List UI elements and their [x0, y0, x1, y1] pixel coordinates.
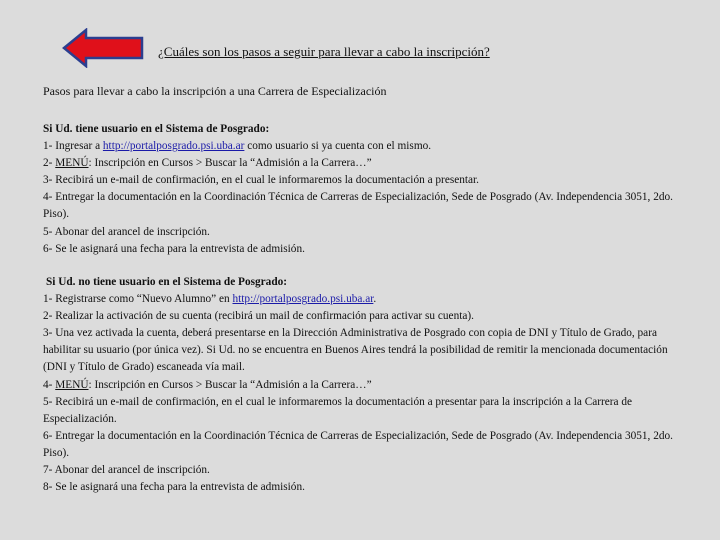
- list-item: 6- Entregar la documentación en la Coordinación Técnica de Carreras de Especialización, Sede de Posgrado (Av. Independencia 3051, 2do. Piso).: [43, 429, 673, 459]
- menu-label: MENÚ: [55, 378, 89, 391]
- portal-link[interactable]: http://portalposgrado.psi.uba.ar: [102, 140, 245, 153]
- list-item: 2- Realizar la activación de su cuenta (recibirá un mail de confirmación para activar su cuenta).: [43, 310, 474, 323]
- section-heading: Si Ud. no tiene usuario en el Sistema de Posgrado:: [46, 276, 288, 288]
- intro-text: Pasos para llevar a cabo la inscripción a una Carrera de Especialización: [43, 84, 387, 98]
- section-has-user: [43, 121, 683, 258]
- page-title: ¿Cuáles son los pasos a seguir para llevar a cabo la inscripción?: [158, 44, 490, 59]
- list-item: 3- Una vez activada la cuenta, deberá presentarse en la Dirección Administrativa de Posgrado con copia de DNI y Título de Grado, para habilitar su usuario (por única vez). Si Ud. no se encuentra en Buenos Aires tendrá la posibilidad de remitir la mencionada documentación (DNI y Título de Grado) escaneada vía mail.: [43, 327, 668, 374]
- section-heading: Si Ud. tiene usuario en el Sistema de Posgrado:: [43, 123, 270, 135]
- list-item: 4- Entregar la documentación en la Coordinación Técnica de Carreras de Especialización, Sede de Posgrado (Av. Independencia 3051, 2do. Piso).: [43, 191, 673, 221]
- list-item: 3- Recibirá un e-mail de confirmación, en el cual le informaremos la documentación a presentar.: [43, 174, 480, 187]
- left-arrow-icon: [62, 28, 146, 68]
- list-item: 1- Registrarse como “Nuevo Alumno” en http://portalposgrado.psi.uba.ar.: [43, 293, 377, 306]
- list-item: 1- Ingresar a http://portalposgrado.psi.uba.ar como usuario si ya cuenta con el mismo.: [43, 140, 432, 153]
- list-item: 4- MENÚ: Inscripción en Cursos > Buscar la “Admisión a la Carrera…”: [43, 378, 372, 391]
- list-item: 8- Se le asignará una fecha para la entrevista de admisión.: [43, 481, 305, 494]
- list-item: 5- Abonar del arancel de inscripción.: [43, 225, 210, 238]
- menu-label: MENÚ: [55, 157, 89, 170]
- list-item: 2- MENÚ: Inscripción en Cursos > Buscar la “Admisión a la Carrera…”: [43, 157, 372, 170]
- portal-link[interactable]: http://portalposgrado.psi.uba.ar: [232, 293, 374, 306]
- list-item: 6- Se le asignará una fecha para la entrevista de admisión.: [43, 242, 305, 255]
- section-no-user: [43, 274, 683, 496]
- back-arrow-button[interactable]: [62, 28, 146, 68]
- list-item: 5- Recibirá un e-mail de confirmación, en el cual le informaremos la documentación a presentar para la inscripción a la Carrera de Especialización.: [43, 395, 633, 425]
- list-item: 7- Abonar del arancel de inscripción.: [43, 464, 210, 477]
